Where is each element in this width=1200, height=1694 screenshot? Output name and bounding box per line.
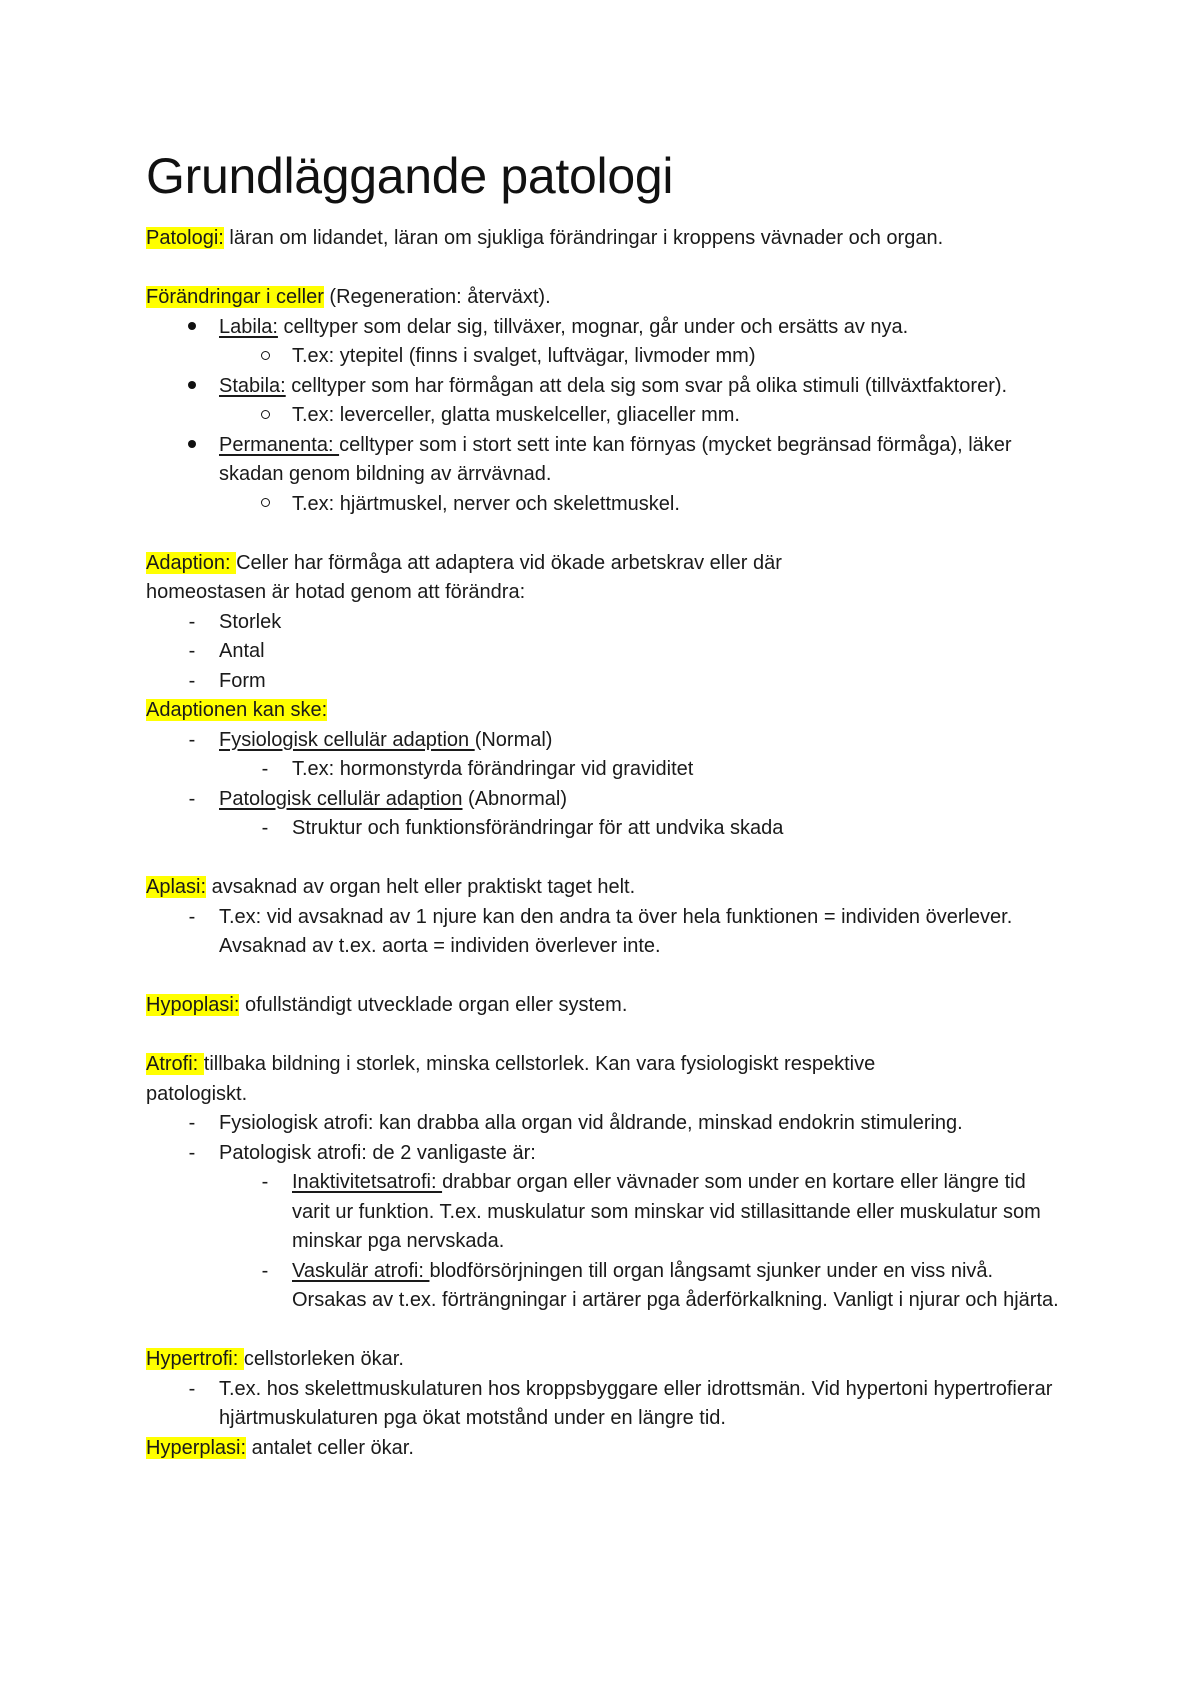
adaption-item: Antal: [219, 640, 265, 662]
aplasi-term: Aplasi:: [146, 876, 207, 898]
document-page: [146, 146, 1066, 1463]
labila-label: Labila:: [219, 315, 278, 338]
adaption-heading: [146, 549, 1066, 579]
list-item-storlek: [146, 608, 1066, 638]
hyperplasi-term: Hyperplasi:: [146, 1436, 247, 1459]
patologisk-adaption-example: Struktur och funktionsförändringar för att undvika skada: [292, 817, 784, 839]
list-item-inaktivitetsatrofi: [146, 1168, 1066, 1257]
vaskular-atrofi-label: Vaskulär atrofi:: [292, 1259, 430, 1282]
list-item-aplasi-example: [146, 903, 1066, 962]
permanenta-example: T.ex: hjärtmuskel, nerver och skelettmuskel.: [292, 492, 680, 515]
fysiologisk-adaption-label: Fysiologisk cellulär adaption: [219, 728, 475, 751]
forandringar-term: Förändringar i celler: [146, 286, 324, 308]
adaptionen-kan-ske: [146, 696, 1066, 726]
permanenta-text: celltyper som i stort sett inte kan förnyas (mycket begränsad förmåga), läker skadan genom bildning av ärrvävnad.: [219, 433, 1012, 485]
list-item-labila-example: [146, 342, 1066, 372]
aplasi-example: T.ex: vid avsaknad av 1 njure kan den andra ta över hela funktionen = individen överlever. Avsaknad av t.ex. aorta = individen överlever inte.: [219, 905, 1013, 957]
forandringar-heading: [146, 283, 1066, 313]
circle-bullet-icon: [255, 401, 275, 431]
list-item-patologisk-adaption: [146, 785, 1066, 815]
dash-marker: -: [188, 1141, 196, 1164]
dash-marker: -: [188, 905, 196, 928]
dash-marker: -: [188, 640, 196, 662]
patologisk-adaption-text: (Abnormal): [462, 787, 567, 810]
stabila-text: celltyper som har förmågan att dela sig som svar på olika stimuli (tillväxtfaktorer).: [285, 374, 1008, 397]
patologi-text: läran om lidandet, läran om sjukliga förändringar i kroppens vävnader och organ.: [223, 227, 944, 249]
list-item-hypertrofi-example: [146, 1375, 1066, 1434]
dash-marker: -: [188, 610, 196, 633]
hypertrofi-text: cellstorleken ökar.: [243, 1348, 404, 1370]
inaktivitetsatrofi-text: drabbar organ eller vävnader som under en kortare eller längre tid varit ur funktion. T.ex. muskulatur som minskar vid stillasittande eller muskulatur som minskar pga nervskada.: [292, 1171, 1041, 1252]
hypertrofi-term: Hypertrofi:: [146, 1348, 244, 1370]
list-item-patologisk-atrofi: [146, 1139, 1066, 1169]
patologi-definition: [146, 224, 1066, 254]
list-item-vaskular-atrofi: [146, 1257, 1066, 1316]
dash-marker: -: [188, 728, 196, 751]
stabila-example: T.ex: leverceller, glatta muskelceller, gliaceller mm.: [292, 404, 740, 426]
hyperplasi-text: antalet celler ökar.: [246, 1436, 414, 1459]
list-item-patologisk-example: [146, 814, 1066, 844]
fysiologisk-adaption-text: (Normal): [474, 728, 553, 751]
list-item-labila: [146, 313, 1066, 343]
permanenta-label: Permanenta:: [219, 433, 340, 456]
inaktivitetsatrofi-label: Inaktivitetsatrofi:: [292, 1171, 443, 1193]
spacer: [146, 844, 1066, 874]
list-item-form: [146, 667, 1066, 697]
spacer: [146, 519, 1066, 549]
dash-marker: -: [261, 817, 269, 839]
list-item-antal: [146, 637, 1066, 667]
list-item-fysiologisk-adaption: [146, 726, 1066, 756]
list-item-permanenta: [146, 431, 1066, 490]
page-title: Grundläggande patologi: [146, 148, 674, 204]
hypoplasi-term: Hypoplasi:: [146, 994, 240, 1016]
spacer: [146, 962, 1066, 992]
dash-marker: -: [188, 669, 196, 692]
hyperplasi-definition: [146, 1434, 1066, 1464]
dash-marker: -: [261, 1259, 269, 1282]
bullet-icon: [182, 372, 202, 402]
dash-marker: -: [188, 787, 196, 810]
adaptionen-kan-ske-term: Adaptionen kan ske:: [146, 699, 328, 721]
patologi-term: Patologi:: [146, 227, 224, 249]
hypertrofi-definition: [146, 1345, 1066, 1375]
fysiologisk-atrofi-text: Fysiologisk atrofi: kan drabba alla organ vid åldrande, minskad endokrin stimulering.: [219, 1112, 963, 1134]
forandringar-text: (Regeneration: återväxt).: [323, 286, 551, 308]
atrofi-text: tillbaka bildning i storlek, minska cellstorlek. Kan vara fysiologiskt respektive: [203, 1053, 876, 1075]
list-item-fysiologisk-atrofi: [146, 1109, 1066, 1139]
hypertrofi-example: T.ex. hos skelettmuskulaturen hos kroppsbyggare eller idrottsmän. Vid hypertoni hypertrofierar hjärtmuskulaturen pga ökat motstånd under en längre tid.: [219, 1377, 1053, 1429]
atrofi-term: Atrofi:: [146, 1053, 204, 1075]
labila-text: celltyper som delar sig, tillväxer, mognar, går under och ersätts av nya.: [277, 315, 909, 338]
spacer: [146, 1316, 1066, 1346]
circle-bullet-icon: [255, 342, 275, 372]
dash-marker: -: [188, 1377, 196, 1400]
dash-marker: -: [261, 758, 269, 780]
hypoplasi-definition: [146, 991, 1066, 1021]
adaption-text: Celler har förmåga att adaptera vid ökade arbetskrav eller där: [236, 551, 782, 574]
list-item-permanenta-example: [146, 490, 1066, 520]
adaption-item: Storlek: [219, 610, 282, 633]
spacer: [146, 254, 1066, 284]
list-item-stabila-example: [146, 401, 1066, 431]
aplasi-definition: [146, 873, 1066, 903]
labila-example: T.ex: ytepitel (finns i svalget, luftvägar, livmoder mm): [292, 345, 756, 367]
atrofi-text-2: patologiskt.: [146, 1082, 248, 1105]
adaption-term: Adaption:: [146, 551, 237, 574]
vaskular-atrofi-text: blodförsörjningen till organ långsamt sjunker under en viss nivå. Orsakas av t.ex. förträngningar i artärer pga åderförkalkning. Vanligt i njurar och hjärta.: [292, 1259, 1059, 1311]
list-item-stabila: [146, 372, 1066, 402]
spacer: [146, 1021, 1066, 1051]
fysiologisk-adaption-example: T.ex: hormonstyrda förändringar vid graviditet: [292, 758, 694, 780]
adaption-text-2: homeostasen är hotad genom att förändra:: [146, 581, 526, 603]
hypoplasi-text: ofullständigt utvecklade organ eller system.: [239, 994, 628, 1016]
dash-marker: -: [188, 1112, 196, 1134]
bullet-icon: [182, 313, 202, 343]
atrofi-definition: [146, 1050, 1066, 1080]
stabila-label: Stabila:: [219, 374, 286, 397]
patologisk-adaption-label: Patologisk cellulär adaption: [219, 787, 463, 810]
patologisk-atrofi-text: Patologisk atrofi: de 2 vanligaste är:: [219, 1141, 536, 1164]
dash-marker: -: [261, 1171, 269, 1193]
list-item-fysiologisk-example: [146, 755, 1066, 785]
aplasi-text: avsaknad av organ helt eller praktiskt taget helt.: [206, 876, 636, 898]
bullet-icon: [182, 431, 202, 461]
circle-bullet-icon: [255, 490, 275, 520]
adaption-item: Form: [219, 669, 266, 692]
